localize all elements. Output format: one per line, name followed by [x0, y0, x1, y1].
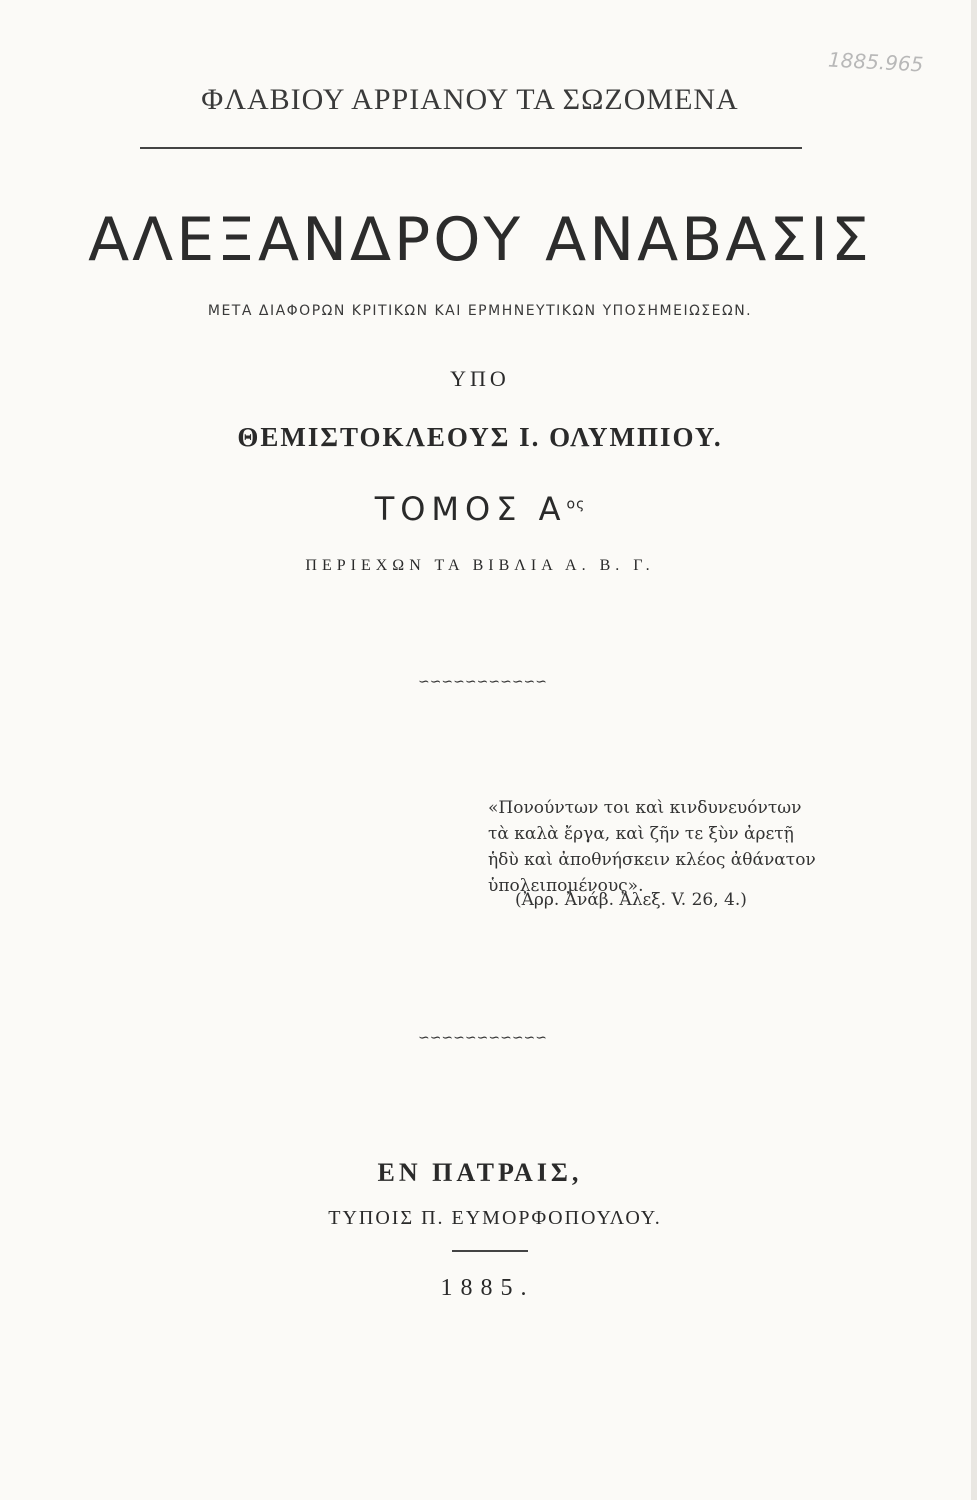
imprint-rule [452, 1250, 528, 1252]
series-title: ΦΛΑΒΙΟΥ ΑΡΡΙΑΝΟΥ ΤΑ ΣΩΖΟΜΕΝΑ [201, 83, 739, 116]
imprint-city: ΕΝ ΠΑΤΡΑΙΣ, [377, 1158, 583, 1187]
imprint-printer: ΤΥΠΟΙΣ Π. ΕΥΜΟΡΦΟΠΟΥΛΟΥ. [328, 1207, 662, 1229]
epigraph-line: ἡδὺ καὶ ἀποθνήσκειν κλέος ἀθάνατον [488, 850, 816, 870]
page-edge [971, 0, 977, 1500]
title-rule [140, 147, 802, 149]
author-name: ΘΕΜΙΣΤΟΚΛΕΟΥΣ Ι. ΟΛΥΜΠΙΟΥ. [237, 422, 723, 452]
contents-line: ΠΕΡΙΕΧΩΝ ΤΑ ΒΙΒΛΙΑ Α. Β. Γ. [305, 557, 655, 574]
epigraph-line: «Πονούντων τοι καὶ κινδυνευόντων [488, 798, 802, 818]
epigraph-line: ὑπολειπομένους». [488, 876, 644, 896]
main-title: ΑΛΕΞΑΝΔΡΟΥ ΑΝΑΒΑΣΙΣ [88, 205, 872, 275]
epigraph-line: τὰ καλὰ ἔργα, καὶ ζῆν τε ξὺν ἀρετῇ [488, 824, 794, 844]
volume-label [0, 490, 960, 528]
volume-suffix: ος [566, 496, 586, 513]
by-line: ΥΠΟ [450, 366, 510, 391]
volume-text: ΤΟΜΟΣ Α [374, 490, 567, 528]
epigraph [488, 795, 833, 899]
ornament-divider: ∽∽∽∽∽∽∽∽∽∽∽ [417, 1030, 548, 1046]
catalog-stamp: 1885.965 [827, 47, 925, 77]
epigraph-reference: (Ἀρρ. Ἀνάβ. Ἀλεξ. V. 26, 4.) [515, 890, 747, 910]
ornament-divider: ∽∽∽∽∽∽∽∽∽∽∽ [417, 674, 548, 690]
subtitle: ΜΕΤΑ ΔΙΑΦΟΡΩΝ ΚΡΙΤΙΚΩΝ ΚΑΙ ΕΡΜΗΝΕΥΤΙΚΩΝ ΥΠΟΣΗΜΕΙΩΣΕΩΝ. [207, 303, 753, 319]
imprint-year: 1885. [440, 1275, 535, 1301]
